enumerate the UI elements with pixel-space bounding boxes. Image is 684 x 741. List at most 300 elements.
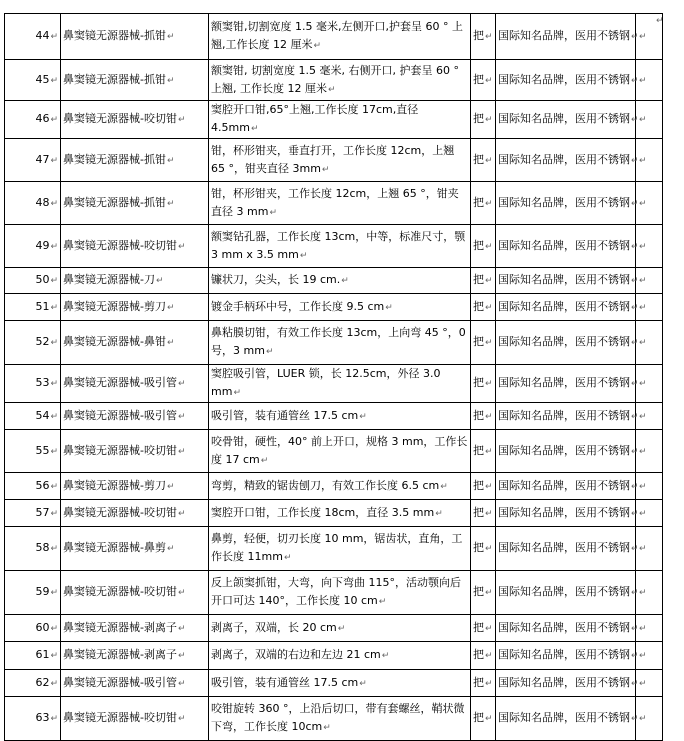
paragraph-mark: ↵ — [250, 124, 259, 134]
paragraph-mark: ↵ — [155, 276, 164, 286]
paragraph-mark: ↵ — [485, 338, 493, 348]
paragraph-mark: ↵ — [639, 241, 647, 252]
empty-cell — [636, 403, 663, 430]
empty-cell — [636, 642, 663, 670]
paragraph-mark: ↵ — [50, 32, 58, 42]
item-number: 44 — [35, 29, 50, 42]
item-number-cell — [5, 527, 61, 571]
paragraph-mark: ↵ — [177, 714, 186, 724]
table-row — [5, 527, 663, 571]
item-number: 61 — [35, 648, 50, 661]
item-unit: 把 — [473, 648, 484, 661]
item-number-cell — [5, 473, 61, 500]
item-note: 国际知名品牌，医用不锈钢 — [498, 443, 630, 457]
item-note-cell — [496, 571, 639, 615]
item-unit-cell — [471, 430, 496, 473]
paragraph-mark: ↵ — [631, 651, 639, 661]
item-spec: 剥离子，双端，长 20 cm — [211, 620, 337, 634]
paragraph-mark: ↵ — [485, 155, 493, 166]
empty-cell — [636, 473, 663, 500]
item-name-cell — [61, 615, 209, 642]
item-note: 国际知名品牌，医用不锈钢 — [498, 29, 630, 42]
paragraph-mark: ↵ — [485, 32, 493, 42]
paragraph-mark: ↵ — [177, 623, 186, 634]
item-unit-cell — [471, 60, 496, 101]
paragraph-mark: ↵ — [485, 198, 493, 209]
paragraph-mark: ↵ — [50, 544, 58, 554]
paragraph-mark: ↵ — [50, 155, 58, 166]
item-spec: 窦腔开口钳，工作长度 18cm，直径 3.5 mm — [211, 505, 435, 519]
item-note-cell — [496, 321, 639, 365]
paragraph-mark: ↵ — [639, 75, 647, 86]
paragraph-mark: ↵ — [50, 241, 58, 252]
paragraph-mark: ↵ — [485, 544, 493, 554]
item-note-cell — [496, 139, 639, 182]
table-row — [5, 14, 663, 60]
paragraph-mark: ↵ — [639, 481, 647, 492]
paragraph-mark: ↵ — [639, 411, 647, 422]
empty-cell — [636, 225, 663, 268]
item-spec-cell — [209, 225, 471, 268]
paragraph-mark: ↵ — [166, 32, 175, 42]
item-number: 57 — [35, 505, 50, 519]
paragraph-mark: ↵ — [233, 388, 241, 398]
table-row — [5, 101, 663, 139]
paragraph-mark: ↵ — [639, 338, 647, 348]
paragraph-mark: ↵ — [177, 241, 186, 252]
item-unit: 把 — [473, 273, 484, 286]
item-number: 51 — [35, 299, 50, 313]
item-note: 国际知名品牌，医用不锈钢 — [498, 299, 630, 313]
item-note: 国际知名品牌，医用不锈钢 — [498, 376, 630, 389]
item-unit-cell — [471, 670, 496, 697]
item-number-cell — [5, 500, 61, 527]
item-number-cell — [5, 403, 61, 430]
item-name-cell — [61, 642, 209, 670]
paragraph-mark: ↵ — [50, 276, 58, 286]
item-unit-cell — [471, 139, 496, 182]
item-note-cell — [496, 615, 639, 642]
item-note-cell — [496, 403, 639, 430]
paragraph-mark: ↵ — [378, 597, 387, 607]
item-note: 国际知名品牌，医用不锈钢 — [498, 541, 630, 554]
table-row — [5, 473, 663, 500]
item-note: 国际知名品牌，医用不锈钢 — [498, 152, 630, 166]
paragraph-mark: ↵ — [435, 508, 443, 519]
item-note-cell — [496, 527, 639, 571]
item-note: 国际知名品牌，医用不锈钢 — [498, 478, 630, 492]
item-note-cell — [496, 430, 639, 473]
paragraph-mark: ↵ — [359, 411, 367, 422]
paragraph-mark: ↵ — [50, 115, 58, 125]
item-note: 国际知名品牌，医用不锈钢 — [498, 335, 630, 348]
paragraph-mark: ↵ — [50, 446, 58, 457]
paragraph-mark: ↵ — [50, 651, 58, 661]
paragraph-mark: ↵ — [50, 678, 58, 689]
item-spec-cell — [209, 670, 471, 697]
item-unit: 把 — [473, 72, 484, 86]
item-spec-cell — [209, 294, 471, 321]
item-note: 国际知名品牌，医用不锈钢 — [498, 273, 630, 286]
empty-cell — [636, 60, 663, 101]
paragraph-mark: ↵ — [50, 411, 58, 422]
item-unit: 把 — [473, 620, 484, 634]
item-unit-cell — [471, 615, 496, 642]
item-unit-cell — [471, 14, 496, 60]
paragraph-mark: ↵ — [50, 379, 58, 389]
item-unit-cell — [471, 321, 496, 365]
item-name-cell — [61, 139, 209, 182]
paragraph-mark: ↵ — [50, 588, 58, 598]
item-number-cell — [5, 101, 61, 139]
table-row — [5, 615, 663, 642]
item-spec: 鼻剪，轻便，切刃长度 10 mm，锯齿状，直角，工作长度 11mm — [211, 532, 463, 563]
paragraph-mark: ↵ — [485, 714, 493, 724]
item-name: 鼻窦镜无源器械-吸引管 — [63, 376, 177, 389]
paragraph-mark: ↵ — [639, 379, 647, 389]
equipment-spec-table — [4, 13, 663, 741]
item-unit: 把 — [473, 299, 484, 313]
item-name-cell — [61, 473, 209, 500]
paragraph-mark: ↵ — [639, 276, 647, 286]
empty-cell — [636, 430, 663, 473]
item-spec-cell — [209, 60, 471, 101]
item-name-cell — [61, 60, 209, 101]
item-spec: 钳，杯形钳夹，工作长度 12cm，上翘 65 °，钳夹直径 3 mm — [211, 186, 459, 218]
item-spec: 窦腔吸引管，LUER 锁，长 12.5cm，外径 3.0 mm — [211, 367, 441, 398]
item-name-cell — [61, 101, 209, 139]
item-number: 45 — [35, 72, 50, 86]
table-row — [5, 365, 663, 403]
item-name-cell — [61, 14, 209, 60]
paragraph-mark: ↵ — [283, 553, 292, 563]
item-note-cell — [496, 14, 639, 60]
item-spec-cell — [209, 403, 471, 430]
item-spec-cell — [209, 642, 471, 670]
item-name-cell — [61, 294, 209, 321]
item-number: 46 — [35, 112, 50, 125]
item-number: 59 — [35, 585, 50, 598]
item-note: 国际知名品牌，医用不锈钢 — [498, 585, 630, 598]
paragraph-mark: ↵ — [631, 155, 639, 166]
paragraph-mark: ↵ — [50, 75, 58, 86]
item-note: 国际知名品牌，医用不锈钢 — [498, 620, 630, 634]
item-spec-cell — [209, 571, 471, 615]
empty-cell — [636, 527, 663, 571]
item-unit: 把 — [473, 335, 484, 348]
item-name-cell — [61, 527, 209, 571]
item-number-cell — [5, 139, 61, 182]
paragraph-mark: ↵ — [50, 714, 58, 724]
item-number: 50 — [35, 273, 50, 286]
paragraph-mark: ↵ — [631, 75, 639, 86]
paragraph-mark: ↵ — [639, 544, 647, 554]
paragraph-mark: ↵ — [327, 84, 336, 95]
item-name: 鼻窦镜无源器械-咬切钳 — [63, 585, 177, 598]
paragraph-mark: ↵ — [639, 651, 647, 661]
item-unit-cell — [471, 268, 496, 294]
table-row — [5, 139, 663, 182]
paragraph-mark: ↵ — [631, 241, 639, 252]
item-number-cell — [5, 321, 61, 365]
table-row — [5, 697, 663, 741]
paragraph-mark: ↵ — [50, 338, 58, 348]
item-spec: 剥离子，双端的右边和左边 21 cm — [211, 648, 381, 661]
paragraph-mark: ↵ — [631, 481, 639, 492]
item-note-cell — [496, 697, 639, 741]
item-name-cell — [61, 225, 209, 268]
paragraph-mark: ↵ — [166, 481, 175, 492]
paragraph-mark: ↵ — [639, 714, 647, 724]
paragraph-mark: ↵ — [485, 379, 493, 389]
paragraph-mark: ↵ — [639, 198, 647, 209]
item-spec: 额窦钳,切割宽度 1.5 毫米,左侧开口,护套呈 60 ° 上翘,工作长度 12 厘米 — [211, 20, 463, 51]
item-number-cell — [5, 642, 61, 670]
item-number-cell — [5, 182, 61, 225]
item-number-cell — [5, 268, 61, 294]
item-number-cell — [5, 615, 61, 642]
paragraph-mark: ↵ — [166, 544, 175, 554]
item-name-cell — [61, 571, 209, 615]
paragraph-mark: ↵ — [385, 302, 393, 313]
paragraph-mark: ↵ — [485, 411, 493, 422]
item-unit: 把 — [473, 675, 484, 689]
item-note: 国际知名品牌，医用不锈钢 — [498, 648, 630, 661]
item-name: 鼻窦镜无源器械-抓钳 — [63, 195, 166, 209]
paragraph-mark: ↵ — [656, 16, 664, 26]
paragraph-mark: ↵ — [323, 723, 331, 733]
paragraph-mark: ↵ — [381, 651, 390, 661]
item-number-cell — [5, 670, 61, 697]
item-spec-cell — [209, 321, 471, 365]
item-number-cell — [5, 294, 61, 321]
empty-cell — [636, 294, 663, 321]
item-name-cell — [61, 365, 209, 403]
paragraph-mark: ↵ — [639, 678, 647, 689]
item-name: 鼻窦镜无源器械-剥离子 — [63, 648, 177, 661]
paragraph-mark: ↵ — [639, 32, 647, 42]
item-note: 国际知名品牌，医用不锈钢 — [498, 675, 630, 689]
table-row — [5, 403, 663, 430]
item-number: 49 — [35, 238, 50, 252]
item-name-cell — [61, 670, 209, 697]
item-number-cell — [5, 571, 61, 615]
paragraph-mark: ↵ — [631, 115, 639, 125]
item-spec: 鼻粘膜切钳，有效工作长度 13cm，上向弯 45 °，0号，3 mm — [211, 326, 466, 357]
item-note: 国际知名品牌，医用不锈钢 — [498, 72, 630, 86]
paragraph-mark: ↵ — [631, 446, 639, 457]
paragraph-mark: ↵ — [639, 115, 647, 125]
item-note: 国际知名品牌，医用不锈钢 — [498, 238, 630, 252]
item-spec: 窦腔开口钳,65°上翘,工作长度 17cm,直径 4.5mm — [211, 103, 419, 134]
paragraph-mark: ↵ — [639, 623, 647, 634]
item-number-cell — [5, 365, 61, 403]
item-note-cell — [496, 365, 639, 403]
empty-cell — [636, 500, 663, 527]
paragraph-mark: ↵ — [50, 302, 58, 313]
empty-cell — [636, 670, 663, 697]
item-spec-cell — [209, 697, 471, 741]
item-spec: 反上颌窦抓钳，大弯，向下弯曲 115°，活动颚向后开口可达 140°，工作长度 10 cm — [211, 576, 461, 607]
item-spec: 咬钳旋转 360 °，上沿后切口，带有套螺丝，鞘状微下弯，工作长度 10cm — [211, 702, 465, 733]
empty-cell — [636, 101, 663, 139]
paragraph-mark: ↵ — [485, 241, 493, 252]
item-name: 鼻窦镜无源器械-咬切钳 — [63, 711, 177, 724]
paragraph-mark: ↵ — [359, 678, 367, 689]
item-name: 鼻窦镜无源器械-剪刀 — [63, 478, 166, 492]
paragraph-mark: ↵ — [341, 276, 349, 286]
empty-cell — [636, 182, 663, 225]
item-unit: 把 — [473, 585, 484, 598]
paragraph-mark: ↵ — [485, 75, 493, 86]
paragraph-mark: ↵ — [485, 481, 493, 492]
item-name: 鼻窦镜无源器械-剪刀 — [63, 299, 166, 313]
paragraph-mark: ↵ — [631, 544, 639, 554]
item-spec-cell — [209, 500, 471, 527]
item-note-cell — [496, 60, 639, 101]
item-unit-cell — [471, 101, 496, 139]
paragraph-mark: ↵ — [50, 481, 58, 492]
item-note-cell — [496, 268, 639, 294]
paragraph-mark: ↵ — [639, 508, 647, 519]
table-row — [5, 642, 663, 670]
item-note-cell — [496, 670, 639, 697]
paragraph-mark: ↵ — [485, 623, 493, 634]
item-name: 鼻窦镜无源器械-吸引管 — [63, 675, 177, 689]
item-spec-cell — [209, 473, 471, 500]
item-note-cell — [496, 642, 639, 670]
table-row — [5, 268, 663, 294]
item-name-cell — [61, 268, 209, 294]
item-spec-cell — [209, 527, 471, 571]
item-number-cell — [5, 225, 61, 268]
item-name-cell — [61, 403, 209, 430]
paragraph-mark: ↵ — [265, 347, 274, 357]
item-name: 鼻窦镜无源器械-抓钳 — [63, 72, 166, 86]
paragraph-mark: ↵ — [337, 623, 346, 634]
item-number: 48 — [35, 195, 50, 209]
paragraph-mark: ↵ — [631, 508, 639, 519]
item-name: 鼻窦镜无源器械-刀 — [63, 273, 155, 286]
table-row — [5, 571, 663, 615]
item-name: 鼻窦镜无源器械-鼻剪 — [63, 541, 166, 554]
item-spec: 吸引管，装有通管丝 17.5 cm — [211, 408, 359, 422]
paragraph-mark: ↵ — [639, 302, 647, 313]
item-number-cell — [5, 430, 61, 473]
paragraph-mark: ↵ — [260, 455, 269, 466]
paragraph-mark: ↵ — [166, 338, 175, 348]
paragraph-mark: ↵ — [639, 588, 647, 598]
paragraph-mark: ↵ — [299, 250, 308, 261]
item-spec: 额窦钻孔器，工作长度 13cm，中等，标准尺寸，颚 3 mm x 3.5 mm — [211, 229, 466, 261]
item-unit: 把 — [473, 443, 484, 457]
item-note-cell — [496, 101, 639, 139]
paragraph-mark: ↵ — [485, 588, 493, 598]
item-note-cell — [496, 500, 639, 527]
paragraph-mark: ↵ — [50, 623, 58, 634]
paragraph-mark: ↵ — [440, 481, 448, 492]
table-row — [5, 182, 663, 225]
item-unit: 把 — [473, 29, 484, 42]
item-unit: 把 — [473, 408, 484, 422]
item-number: 55 — [35, 443, 50, 457]
paragraph-mark: ↵ — [321, 164, 330, 175]
paragraph-mark: ↵ — [166, 155, 175, 166]
paragraph-mark: ↵ — [166, 75, 175, 86]
paragraph-mark: ↵ — [313, 41, 322, 51]
item-name: 鼻窦镜无源器械-抓钳 — [63, 152, 166, 166]
item-unit: 把 — [473, 478, 484, 492]
item-spec-cell — [209, 430, 471, 473]
item-name: 鼻窦镜无源器械-咬切钳 — [63, 443, 177, 457]
item-name: 鼻窦镜无源器械-抓钳 — [63, 29, 166, 42]
empty-cell — [636, 139, 663, 182]
item-number-cell — [5, 60, 61, 101]
table-row — [5, 670, 663, 697]
paragraph-mark: ↵ — [631, 32, 639, 42]
paragraph-mark: ↵ — [639, 155, 647, 166]
item-number-cell — [5, 14, 61, 60]
paragraph-mark: ↵ — [177, 115, 186, 125]
paragraph-mark: ↵ — [631, 379, 639, 389]
item-number: 62 — [35, 675, 50, 689]
item-number: 58 — [35, 541, 50, 554]
item-name-cell — [61, 500, 209, 527]
item-unit-cell — [471, 225, 496, 268]
paragraph-mark: ↵ — [177, 446, 186, 457]
paragraph-mark: ↵ — [485, 678, 493, 689]
item-unit-cell — [471, 642, 496, 670]
item-unit: 把 — [473, 195, 484, 209]
item-name-cell — [61, 430, 209, 473]
item-spec-cell — [209, 615, 471, 642]
item-unit-cell — [471, 365, 496, 403]
item-spec: 额窦钳, 切割宽度 1.5 毫米, 右侧开口, 护套呈 60 ° 上翘, 工作长度 12 厘米 — [211, 63, 459, 95]
item-number: 63 — [35, 711, 50, 724]
item-name-cell — [61, 182, 209, 225]
item-spec-cell — [209, 101, 471, 139]
item-name-cell — [61, 697, 209, 741]
paragraph-mark: ↵ — [485, 508, 493, 519]
empty-cell — [636, 365, 663, 403]
item-name: 鼻窦镜无源器械-咬切钳 — [63, 112, 177, 125]
paragraph-mark: ↵ — [177, 379, 186, 389]
paragraph-mark: ↵ — [177, 678, 186, 689]
item-unit: 把 — [473, 541, 484, 554]
item-number-cell — [5, 697, 61, 741]
paragraph-mark: ↵ — [177, 508, 186, 519]
item-spec: 吸引管，装有通管丝 17.5 cm — [211, 675, 359, 689]
item-unit: 把 — [473, 505, 484, 519]
paragraph-mark: ↵ — [631, 198, 639, 209]
paragraph-mark: ↵ — [631, 623, 639, 634]
item-spec: 镰状刀，尖头，长 19 cm. — [211, 273, 341, 286]
empty-cell — [636, 615, 663, 642]
item-note-cell — [496, 182, 639, 225]
paragraph-mark: ↵ — [639, 446, 647, 457]
paragraph-mark: ↵ — [485, 651, 493, 661]
item-spec: 弯剪，精致的锯齿刨刀，有效工作长度 6.5 cm — [211, 478, 440, 492]
item-unit-cell — [471, 571, 496, 615]
empty-cell — [636, 321, 663, 365]
item-unit: 把 — [473, 376, 484, 389]
item-note-cell — [496, 225, 639, 268]
item-name: 鼻窦镜无源器械-咬切钳 — [63, 238, 177, 252]
item-name: 鼻窦镜无源器械-鼻钳 — [63, 335, 166, 348]
paragraph-mark: ↵ — [631, 276, 639, 286]
item-unit-cell — [471, 182, 496, 225]
item-unit-cell — [471, 500, 496, 527]
